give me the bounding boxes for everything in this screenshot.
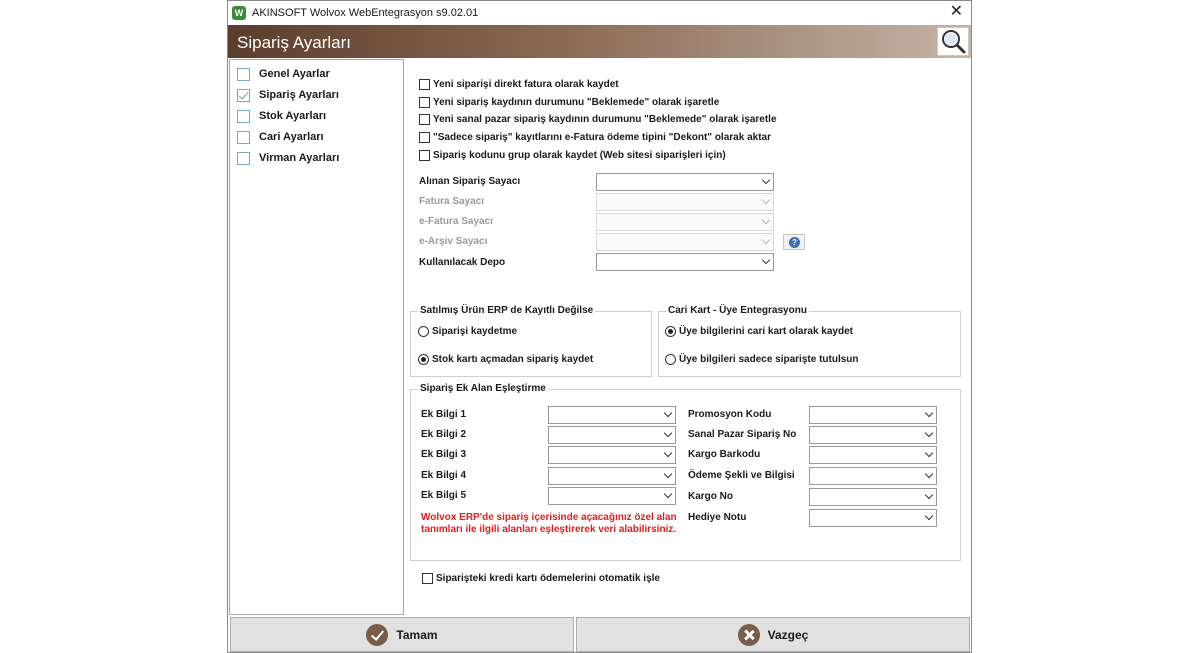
option-pending-order[interactable] (419, 95, 719, 109)
earsiv-sayac-label: e-Arşiv Sayacı (419, 236, 488, 247)
alinan-siparis-select[interactable] (596, 173, 774, 191)
chevron-down-icon (664, 490, 672, 498)
sidebar-checkbox[interactable] (237, 68, 250, 81)
kargo-barkodu-label: Kargo Barkodu (688, 449, 761, 460)
radio-label: Üye bilgileri sadece siparişte tutulsun (679, 353, 859, 365)
promosyon-kodu-label: Promosyon Kodu (688, 409, 772, 420)
chevron-down-icon (925, 449, 933, 457)
alinan-siparis-label: Alınan Sipariş Sayacı (419, 176, 521, 187)
ek-bilgi-2-select[interactable] (548, 426, 676, 444)
fatura-sayac-select (596, 193, 774, 211)
chevron-down-icon (762, 176, 770, 184)
sidebar-item-cari[interactable] (237, 129, 324, 145)
option-group-code[interactable] (419, 148, 726, 162)
sidebar-item-genel[interactable] (237, 66, 330, 82)
ok-button-label: Tamam (396, 627, 438, 642)
page-header (228, 25, 971, 58)
cari-group (658, 305, 961, 377)
sidebar-checkbox[interactable] (237, 152, 250, 165)
option-dekont[interactable] (419, 130, 771, 144)
chevron-down-icon (762, 256, 770, 264)
option-direct-invoice[interactable] (419, 77, 619, 91)
option-label: Sipariş kodunu grup olarak kaydet (Web sitesi siparişleri için) (433, 149, 726, 161)
chevron-down-icon (925, 409, 933, 417)
radio-button[interactable] (418, 326, 429, 337)
sidebar-checkbox-checked[interactable] (237, 89, 250, 102)
ok-button[interactable] (230, 617, 574, 652)
sidebar-item-label: Virman Ayarları (259, 152, 340, 164)
help-button[interactable] (783, 234, 805, 250)
radio-label: Siparişi kaydetme (432, 325, 518, 337)
promosyon-kodu-select[interactable] (809, 406, 937, 424)
option-credit-card-auto[interactable] (422, 571, 660, 585)
efatura-sayac-select (596, 213, 774, 231)
option-label: Yeni sipariş kaydının durumunu "Beklemede" olarak işaretle (433, 96, 720, 108)
odeme-sekli-label: Ödeme Şekli ve Bilgisi (688, 470, 795, 481)
ek-bilgi-1-select[interactable] (548, 406, 676, 424)
ek-alan-group (410, 383, 961, 561)
ek-alan-note: Wolvox ERP'de sipariş içerisinde açacağınız özel alan tanımları ile ilgili alanları eşleştirerek veri alabilirsiniz. (421, 512, 677, 535)
chevron-down-icon (925, 429, 933, 437)
ek-bilgi-3-select[interactable] (548, 446, 676, 464)
kargo-barkodu-select[interactable] (809, 446, 937, 464)
sidebar-item-siparis[interactable] (237, 87, 339, 103)
ek-bilgi-2-label: Ek Bilgi 2 (421, 429, 467, 440)
option-label: Siparişteki kredi kartı ödemelerini otomatik işle (436, 572, 660, 584)
sanal-pazar-no-select[interactable] (809, 426, 937, 444)
app-icon: W (232, 6, 246, 20)
checkbox[interactable] (419, 114, 430, 125)
chevron-down-icon (664, 429, 672, 437)
erp-group-title: Satılmış Ürün ERP de Kayıtlı Değilse (420, 305, 594, 316)
settings-content (404, 59, 971, 615)
radio-sadece-sipariste[interactable] (665, 352, 859, 366)
cancel-button-label: Vazgeç (767, 627, 809, 642)
odeme-sekli-select[interactable] (809, 467, 937, 485)
chevron-down-icon (762, 216, 770, 224)
sidebar-checkbox[interactable] (237, 110, 250, 123)
sanal-pazar-no-label: Sanal Pazar Sipariş No (688, 429, 797, 440)
chevron-down-icon (762, 236, 770, 244)
settings-window (227, 0, 972, 653)
radio-button-selected[interactable] (418, 354, 429, 365)
radio-siparisi-kaydetme[interactable] (418, 324, 517, 338)
ek-alan-group-title: Sipariş Ek Alan Eşleştirme (420, 383, 546, 394)
sidebar-item-label: Genel Ayarlar (259, 68, 330, 80)
fatura-sayac-label: Fatura Sayacı (419, 196, 485, 207)
radio-stok-karti-acmadan[interactable] (418, 352, 593, 366)
page-title: Sipariş Ayarları (237, 33, 352, 52)
search-icon (938, 28, 968, 55)
chevron-down-icon (762, 196, 770, 204)
checkbox[interactable] (419, 132, 430, 143)
radio-button[interactable] (665, 354, 676, 365)
ek-bilgi-5-select[interactable] (548, 487, 676, 505)
radio-label: Üye bilgilerini cari kart olarak kaydet (679, 325, 853, 337)
sidebar-item-label: Sipariş Ayarları (259, 89, 339, 101)
sidebar-item-label: Stok Ayarları (259, 110, 327, 122)
hediye-notu-label: Hediye Notu (688, 512, 747, 523)
search-button[interactable] (937, 27, 969, 56)
chevron-down-icon (664, 449, 672, 457)
kargo-no-select[interactable] (809, 488, 937, 506)
depo-select[interactable] (596, 253, 774, 271)
settings-sidebar (229, 59, 404, 615)
efatura-sayac-label: e-Fatura Sayacı (419, 216, 493, 227)
hediye-notu-select[interactable] (809, 509, 937, 527)
window-title: AKINSOFT Wolvox WebEntegrasyon s9.02.01 (252, 7, 479, 19)
depo-label: Kullanılacak Depo (419, 257, 506, 268)
close-icon[interactable]: ✕ (949, 3, 963, 20)
sidebar-item-virman[interactable] (237, 150, 339, 166)
option-pending-marketplace[interactable] (419, 112, 777, 126)
help-icon: ? (789, 237, 800, 248)
option-label: Yeni sanal pazar sipariş kaydının durumunu "Beklemede" olarak işaretle (433, 113, 777, 125)
chevron-down-icon (925, 491, 933, 499)
chevron-down-icon (925, 470, 933, 478)
title-bar[interactable] (228, 1, 971, 25)
checkbox[interactable] (422, 573, 433, 584)
radio-button-selected[interactable] (665, 326, 676, 337)
chevron-down-icon (664, 470, 672, 478)
cancel-icon (738, 624, 760, 646)
ek-bilgi-3-label: Ek Bilgi 3 (421, 449, 467, 460)
earsiv-sayac-select (596, 233, 774, 251)
ek-bilgi-4-select[interactable] (548, 467, 676, 485)
checkbox[interactable] (419, 97, 430, 108)
ek-bilgi-1-label: Ek Bilgi 1 (421, 409, 467, 420)
checkbox[interactable] (419, 79, 430, 90)
cari-group-title: Cari Kart - Üye Entegrasyonu (668, 305, 807, 316)
erp-group (410, 305, 652, 377)
chevron-down-icon (925, 512, 933, 520)
radio-label: Stok kartı açmadan sipariş kaydet (432, 353, 594, 365)
ek-bilgi-4-label: Ek Bilgi 4 (421, 470, 467, 481)
option-label: "Sadece sipariş" kayıtlarını e-Fatura ödeme tipini "Dekont" olarak aktar (433, 131, 771, 143)
sidebar-item-label: Cari Ayarları (259, 131, 324, 143)
kargo-no-label: Kargo No (688, 491, 733, 502)
cancel-button[interactable] (576, 617, 970, 652)
checkbox[interactable] (419, 150, 430, 161)
sidebar-checkbox[interactable] (237, 131, 250, 144)
option-label: Yeni siparişi direkt fatura olarak kaydet (433, 78, 619, 90)
radio-cari-kart-kaydet[interactable] (665, 324, 853, 338)
sidebar-item-stok[interactable] (237, 108, 326, 124)
ek-bilgi-5-label: Ek Bilgi 5 (421, 490, 467, 501)
check-icon (366, 624, 388, 646)
chevron-down-icon (664, 409, 672, 417)
